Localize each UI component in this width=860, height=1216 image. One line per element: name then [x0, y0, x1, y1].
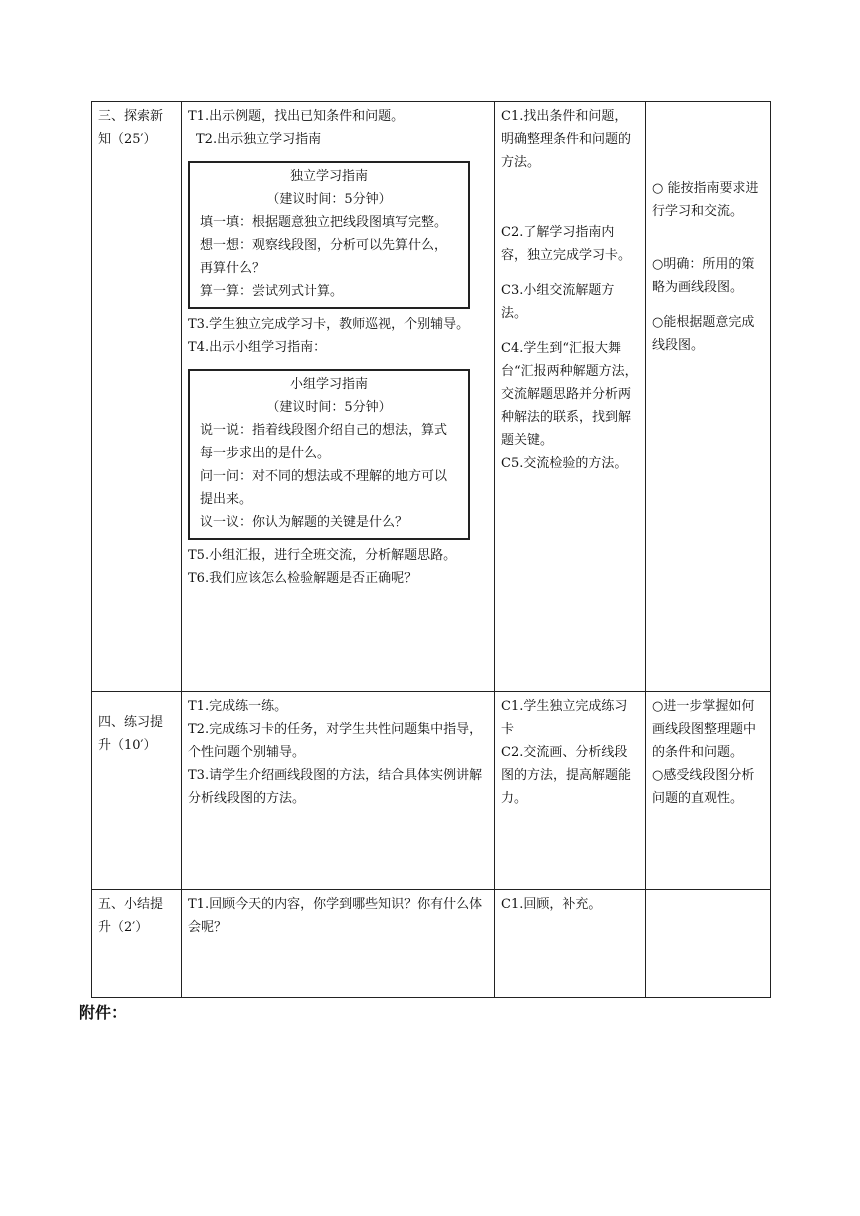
teacher-line: T3.请学生介绍画线段图的方法，结合具体实例讲解分析线段图的方法。	[188, 768, 483, 806]
goal-cell	[646, 890, 771, 998]
goal-line: ○能根据题意完成线段图。	[652, 315, 755, 353]
student-activity-cell	[495, 692, 646, 890]
teacher-line: T2.完成练习卡的任务，对学生共性问题集中指导，个性问题个别辅导。	[188, 722, 483, 760]
teacher-line: T4.出示小组学习指南：	[188, 340, 327, 355]
group-study-guide-box	[188, 369, 470, 540]
teacher-activity-cell	[182, 692, 495, 890]
guide-title: 小组学习指南	[289, 377, 368, 392]
attachment-label: 附件：	[79, 1003, 128, 1022]
teacher-activity-cell	[182, 102, 495, 692]
teacher-activity-cell	[182, 890, 495, 998]
student-line: C3.小组交流解题方法。	[501, 283, 615, 321]
teacher-line: T3.学生独立完成学习卡，教师巡视，个别辅导。	[188, 317, 470, 332]
teacher-line: T1.完成练一练。	[188, 699, 288, 714]
teacher-line: T2.出示独立学习指南	[196, 132, 322, 147]
student-line: C2.了解学习指南内容，独立完成学习卡。	[501, 225, 632, 263]
goal-line: ○ 能按指南要求进行学习和交流。	[652, 181, 759, 219]
goal-cell	[646, 692, 771, 890]
student-line: C1.回顾，补充。	[501, 897, 602, 912]
guide-line: 填一填：根据题意独立把线段图填写完整。	[200, 215, 448, 230]
guide-title: 独立学习指南	[289, 169, 368, 184]
student-line: C4.学生到“汇报大舞台“汇报两种解题方法，交流解题思路并分析两种解法的联系，找到解题关键。	[501, 341, 638, 448]
student-line: C2.交流画、分析线段图的方法，提高解题能力。	[501, 745, 632, 806]
teacher-line: T5.小组汇报，进行全班交流，分析解题思路。	[188, 548, 457, 563]
teacher-line: T6.我们应该怎么检验解题是否正确呢？	[188, 571, 418, 586]
guide-line: 议一议：你认为解题的关键是什么？	[200, 515, 409, 530]
goal-line: ○进一步掌握如何画线段图整理题中的条件和问题。	[652, 699, 757, 760]
guide-time: （建议时间：5分钟）	[266, 400, 392, 415]
lesson-plan-table	[91, 101, 771, 998]
student-line: C1.找出条件和问题，明确整理条件和问题的方法。	[501, 109, 632, 170]
stage-label: 五、小结提升（2′）	[98, 897, 164, 935]
guide-line: 算一算：尝试列式计算。	[200, 284, 344, 299]
goal-cell	[646, 102, 771, 692]
guide-line: 想一想：观察线段图，分析可以先算什么，再算什么？	[200, 238, 448, 276]
teacher-line: T1.回顾今天的内容，你学到哪些知识？你有什么体会呢？	[188, 897, 483, 935]
guide-line: 问一问：对不同的想法或不理解的地方可以提出来。	[200, 469, 448, 507]
student-activity-cell	[495, 102, 646, 692]
stage-cell	[92, 890, 182, 998]
guide-time: （建议时间：5分钟）	[266, 192, 392, 207]
student-line: C1.学生独立完成练习卡	[501, 699, 628, 737]
guide-line: 说一说：指着线段图介绍自己的想法，算式每一步求出的是什么。	[200, 423, 448, 461]
goal-line: ○明确：所用的策略为画线段图。	[652, 257, 755, 295]
stage-cell	[92, 102, 182, 692]
stage-label: 三、探索新知（25′）	[98, 109, 164, 147]
table-row	[92, 890, 771, 998]
table-row	[92, 102, 771, 692]
stage-cell	[92, 692, 182, 890]
student-line: C5.交流检验的方法。	[501, 456, 628, 471]
stage-label: 四、练习提升（10′）	[98, 715, 164, 753]
goal-line: ○感受线段图分析问题的直观性。	[652, 768, 755, 806]
teacher-line: T1.出示例题，找出已知条件和问题。	[188, 109, 405, 124]
table-row	[92, 692, 771, 890]
independent-study-guide-box	[188, 161, 470, 309]
student-activity-cell	[495, 890, 646, 998]
